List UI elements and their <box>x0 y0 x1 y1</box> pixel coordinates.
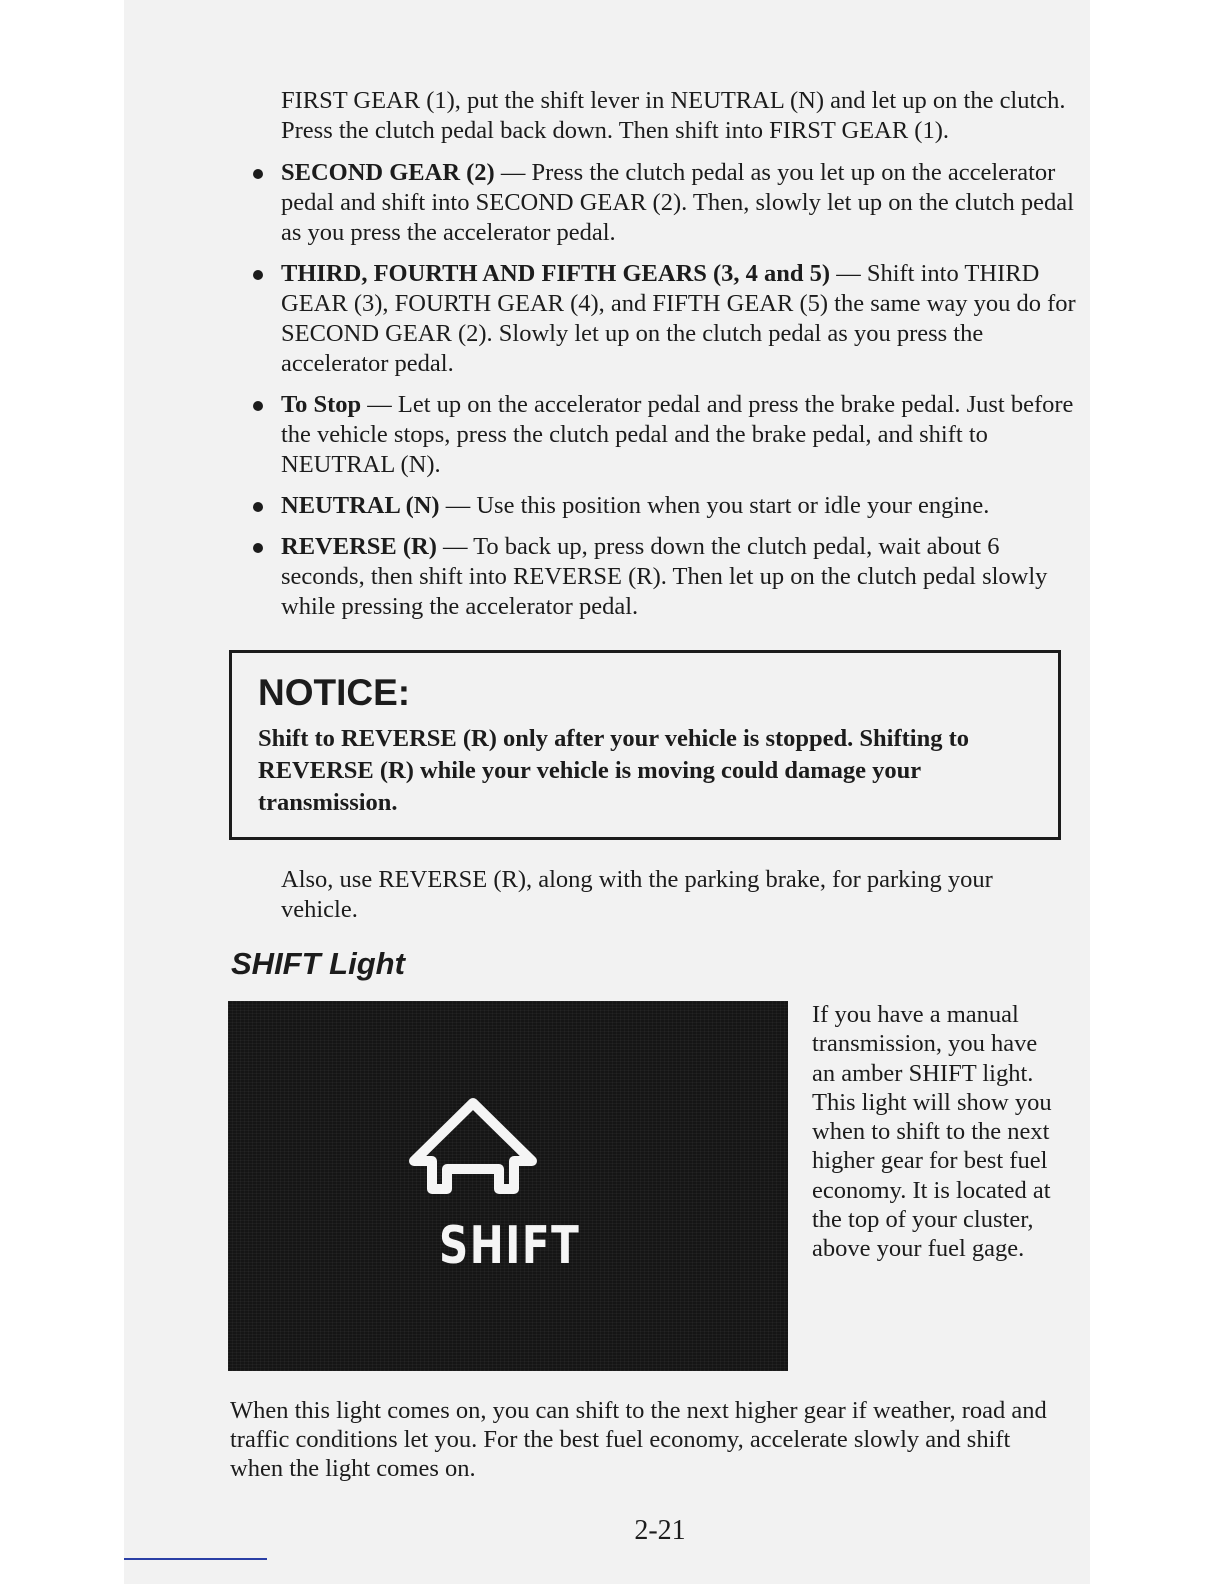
bullet-term: SECOND GEAR (2) <box>281 159 495 186</box>
closing-paragraph: When this light comes on, you can shift to the next higher gear if weather, road and traffic conditions let you. For the best fuel economy, accelerate slowly and shift when the light comes on. <box>230 1397 1047 1482</box>
bullet-neutral <box>246 491 1076 521</box>
intro-paragraph: FIRST GEAR (1), put the shift lever in NEUTRAL (N) and let up on the clutch. Press the clutch pedal back down. Then shift into FIRST GEAR (1). <box>281 87 1066 144</box>
bullet-text: — Shift into THIRD GEAR (3), FOURTH GEAR (4), and FIFTH GEAR (5) the same way you do for SECOND GEAR (2). Slowly let up on the clutch pedal as you press the accelerator pedal. <box>281 260 1076 377</box>
reverse-parking-paragraph: Also, use REVERSE (R), along with the parking brake, for parking your vehicle. <box>281 866 993 923</box>
gear-bullet-list <box>246 158 1076 633</box>
bullet-term: NEUTRAL (N) <box>281 492 440 519</box>
notice-body: Shift to REVERSE (R) only after your vehicle is stopped. Shifting to REVERSE (R) while your vehicle is moving could damage your transmission. <box>258 725 970 816</box>
notice-title: NOTICE: <box>258 672 411 713</box>
page-number: 2-21 <box>634 1515 686 1546</box>
footer-rule <box>124 1558 267 1560</box>
bullet-reverse <box>246 532 1076 622</box>
bullet-text: — Use this position when you start or idle your engine. <box>439 492 990 519</box>
bullet-term: THIRD, FOURTH AND FIFTH GEARS (3, 4 and 5) <box>281 260 831 287</box>
shift-label: SHIFT <box>438 1216 581 1276</box>
notice-box <box>229 650 1061 840</box>
bullet-icon <box>253 502 263 512</box>
shift-light-description: If you have a manual transmission, you have an amber SHIFT light. This light will show you when to shift to the next higher gear for best fuel economy. It is located at the top of your cluster, above your fuel gage. <box>812 1001 1052 1263</box>
bullet-third-fourth-fifth <box>246 259 1076 379</box>
bullet-icon <box>253 401 263 411</box>
bullet-icon <box>253 169 263 179</box>
bullet-term: REVERSE (R) <box>281 533 437 560</box>
bullet-term: To Stop <box>281 391 362 418</box>
bullet-text: — Press the clutch pedal as you let up on the accelerator pedal and shift into SECOND GEAR (2). Then, slowly let up on the clutch pedal as you press the accelerator pedal. <box>281 159 1074 246</box>
bullet-second-gear <box>246 158 1076 248</box>
bullet-text: — To back up, press down the clutch pedal, wait about 6 seconds, then shift into REVERSE (R). Then let up on the clutch pedal slowly while pressing the accelerator pedal. <box>281 533 1048 620</box>
shift-light-figure <box>228 1001 788 1371</box>
shift-up-arrow-icon <box>228 1001 788 1371</box>
bullet-to-stop <box>246 390 1076 480</box>
bullet-text: — Let up on the accelerator pedal and press the brake pedal. Just before the vehicle stops, press the clutch pedal and the brake pedal, and shift to NEUTRAL (N). <box>281 391 1074 478</box>
bullet-icon <box>253 543 263 553</box>
bullet-icon <box>253 270 263 280</box>
section-heading: SHIFT Light <box>231 946 405 981</box>
